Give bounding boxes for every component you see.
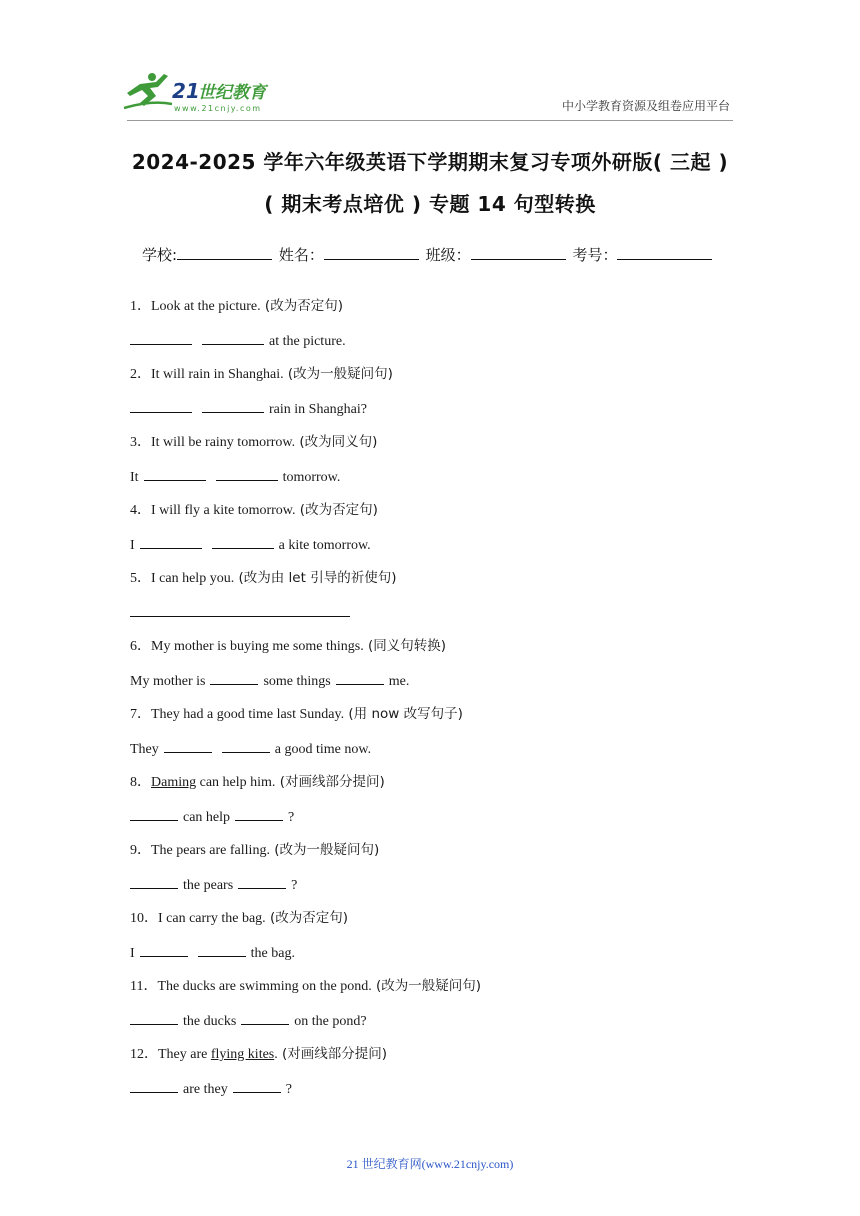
answer-blank[interactable] bbox=[233, 1078, 281, 1093]
answer-blank[interactable] bbox=[202, 398, 264, 413]
school-field[interactable] bbox=[177, 245, 272, 260]
answer-text: ? bbox=[285, 1082, 292, 1097]
header-divider bbox=[127, 120, 733, 121]
answer-line-12 bbox=[130, 1078, 750, 1112]
question-number: 7． bbox=[130, 707, 151, 722]
answer-blank[interactable] bbox=[130, 1010, 178, 1025]
question-number: 4． bbox=[130, 503, 151, 518]
question-text: Look at the picture. bbox=[151, 299, 261, 314]
question-instruction: (改为同义句) bbox=[295, 434, 378, 450]
runner-logo-icon bbox=[122, 70, 292, 114]
answer-blank[interactable] bbox=[140, 534, 202, 549]
question-instruction: (改为由 let 引导的祈使句) bbox=[234, 570, 397, 586]
answer-text: the pears bbox=[183, 878, 234, 893]
question-text: I can help you. bbox=[151, 571, 235, 586]
question-text: My mother is buying me some things. bbox=[151, 639, 364, 654]
name-label: 姓名： bbox=[278, 246, 324, 264]
number-label: 考号： bbox=[572, 246, 618, 264]
student-info-row bbox=[142, 244, 714, 265]
answer-blank[interactable] bbox=[198, 942, 246, 957]
brand-logo bbox=[122, 70, 292, 114]
question-text: They had a good time last Sunday. bbox=[151, 707, 345, 722]
answer-blank[interactable] bbox=[164, 738, 212, 753]
svg-text:21: 21 bbox=[172, 79, 200, 103]
question-11 bbox=[130, 976, 750, 1010]
question-3 bbox=[130, 432, 750, 466]
document-title-line-2: ( 期末考点培优 ) 专题 14 句型转换 bbox=[264, 192, 596, 216]
answer-text: ? bbox=[291, 878, 298, 893]
answer-line-5 bbox=[130, 602, 750, 636]
answer-text: are they bbox=[183, 1082, 228, 1097]
answer-text: It bbox=[130, 470, 139, 485]
underlined-text: flying kites bbox=[210, 1047, 275, 1062]
question-9 bbox=[130, 840, 750, 874]
answer-blank[interactable] bbox=[212, 534, 274, 549]
answer-text: on the pond? bbox=[294, 1014, 367, 1029]
question-instruction: (对画线部分提问) bbox=[275, 774, 385, 790]
school-label: 学校: bbox=[142, 246, 178, 264]
answer-blank[interactable] bbox=[140, 942, 188, 957]
answer-text: me. bbox=[388, 674, 410, 689]
answer-blank[interactable] bbox=[130, 874, 178, 889]
answer-text: tomorrow. bbox=[282, 470, 341, 485]
answer-blank[interactable] bbox=[130, 602, 350, 617]
question-instruction: (对画线部分提问) bbox=[277, 1046, 388, 1062]
answer-line-8 bbox=[130, 806, 750, 840]
class-field[interactable] bbox=[471, 245, 566, 260]
answer-blank[interactable] bbox=[130, 398, 192, 413]
page-footer[interactable]: 21 世纪教育网(www.21cnjy.com) bbox=[346, 1157, 514, 1171]
answer-text: They bbox=[130, 742, 159, 757]
name-field[interactable] bbox=[324, 245, 419, 260]
answer-blank[interactable] bbox=[222, 738, 270, 753]
question-number: 2． bbox=[130, 367, 151, 382]
question-number: 12． bbox=[130, 1047, 158, 1062]
question-text: It will rain in Shanghai. bbox=[151, 367, 284, 382]
answer-line-10 bbox=[130, 942, 750, 976]
question-number: 6． bbox=[130, 639, 151, 654]
answer-line-7 bbox=[130, 738, 750, 772]
question-5 bbox=[130, 568, 750, 602]
answer-text: ? bbox=[288, 810, 295, 825]
answer-blank[interactable] bbox=[130, 806, 178, 821]
question-instruction: (改为否定句) bbox=[295, 502, 378, 518]
question-number: 9． bbox=[130, 843, 151, 858]
answer-line-11 bbox=[130, 1010, 750, 1044]
answer-line-2 bbox=[130, 398, 750, 432]
question-4 bbox=[130, 500, 750, 534]
question-instruction: (改为否定句) bbox=[265, 910, 348, 926]
question-text: They are bbox=[158, 1047, 211, 1062]
question-number: 3． bbox=[130, 435, 151, 450]
answer-line-6 bbox=[130, 670, 750, 704]
svg-text:www.21cnjy.com: www.21cnjy.com bbox=[174, 104, 262, 113]
answer-text: a good time now. bbox=[274, 742, 372, 757]
answer-line-9 bbox=[130, 874, 750, 908]
answer-blank[interactable] bbox=[216, 466, 278, 481]
answer-text: the ducks bbox=[183, 1014, 237, 1029]
answer-blank[interactable] bbox=[130, 1078, 178, 1093]
question-number: 1． bbox=[130, 299, 151, 314]
question-instruction: (改为一般疑问句) bbox=[283, 366, 393, 382]
question-1 bbox=[130, 296, 750, 330]
answer-text: My mother is bbox=[130, 674, 206, 689]
answer-line-4 bbox=[130, 534, 750, 568]
answer-text: a kite tomorrow. bbox=[278, 538, 371, 553]
question-7 bbox=[130, 704, 750, 738]
answer-text: some things bbox=[263, 674, 331, 689]
answer-text: rain in Shanghai? bbox=[269, 402, 367, 417]
question-text: . bbox=[274, 1047, 278, 1062]
question-12 bbox=[130, 1044, 750, 1078]
question-instruction: (用 now 改写句子) bbox=[344, 706, 463, 722]
question-text: I can carry the bag. bbox=[158, 911, 266, 926]
answer-line-3 bbox=[130, 466, 750, 500]
underlined-text: Daming bbox=[151, 775, 197, 790]
answer-text: I bbox=[130, 538, 135, 553]
answer-blank[interactable] bbox=[238, 874, 286, 889]
question-number: 5． bbox=[130, 571, 151, 586]
question-instruction: (同义句转换) bbox=[363, 638, 447, 654]
answer-text: the bag. bbox=[250, 946, 295, 961]
number-field[interactable] bbox=[617, 245, 712, 260]
question-text: The pears are falling. bbox=[151, 843, 270, 858]
answer-blank[interactable] bbox=[336, 670, 384, 685]
question-text: It will be rainy tomorrow. bbox=[151, 435, 296, 450]
answer-text: I bbox=[130, 946, 135, 961]
answer-line-1 bbox=[130, 330, 750, 364]
question-text: The ducks are swimming on the pond. bbox=[157, 979, 372, 994]
question-10 bbox=[130, 908, 750, 942]
answer-blank[interactable] bbox=[241, 1010, 289, 1025]
answer-blank[interactable] bbox=[235, 806, 283, 821]
answer-blank[interactable] bbox=[144, 466, 206, 481]
class-label: 班级： bbox=[425, 246, 471, 264]
question-6 bbox=[130, 636, 750, 670]
question-number: 10． bbox=[130, 911, 158, 926]
answer-text: at the picture. bbox=[269, 334, 346, 349]
document-title-line-1: 2024-2025 学年六年级英语下学期期末复习专项外研版( 三起 ) bbox=[131, 150, 729, 174]
question-number: 8． bbox=[130, 775, 151, 790]
question-instruction: (改为一般疑问句) bbox=[269, 842, 380, 858]
question-text: can help him. bbox=[196, 775, 276, 790]
question-text: I will fly a kite tomorrow. bbox=[151, 503, 296, 518]
question-instruction: (改为一般疑问句) bbox=[371, 978, 482, 994]
svg-text:世纪教育: 世纪教育 bbox=[198, 83, 266, 103]
answer-blank[interactable] bbox=[202, 330, 264, 345]
question-instruction: (改为否定句) bbox=[260, 298, 343, 314]
question-list bbox=[130, 296, 750, 1112]
question-8 bbox=[130, 772, 750, 806]
platform-tagline: 中小学教育资源及组卷应用平台 bbox=[561, 99, 730, 113]
answer-blank[interactable] bbox=[130, 330, 192, 345]
answer-text: can help bbox=[183, 810, 231, 825]
answer-blank[interactable] bbox=[210, 670, 258, 685]
question-2 bbox=[130, 364, 750, 398]
question-number: 11． bbox=[130, 979, 158, 994]
